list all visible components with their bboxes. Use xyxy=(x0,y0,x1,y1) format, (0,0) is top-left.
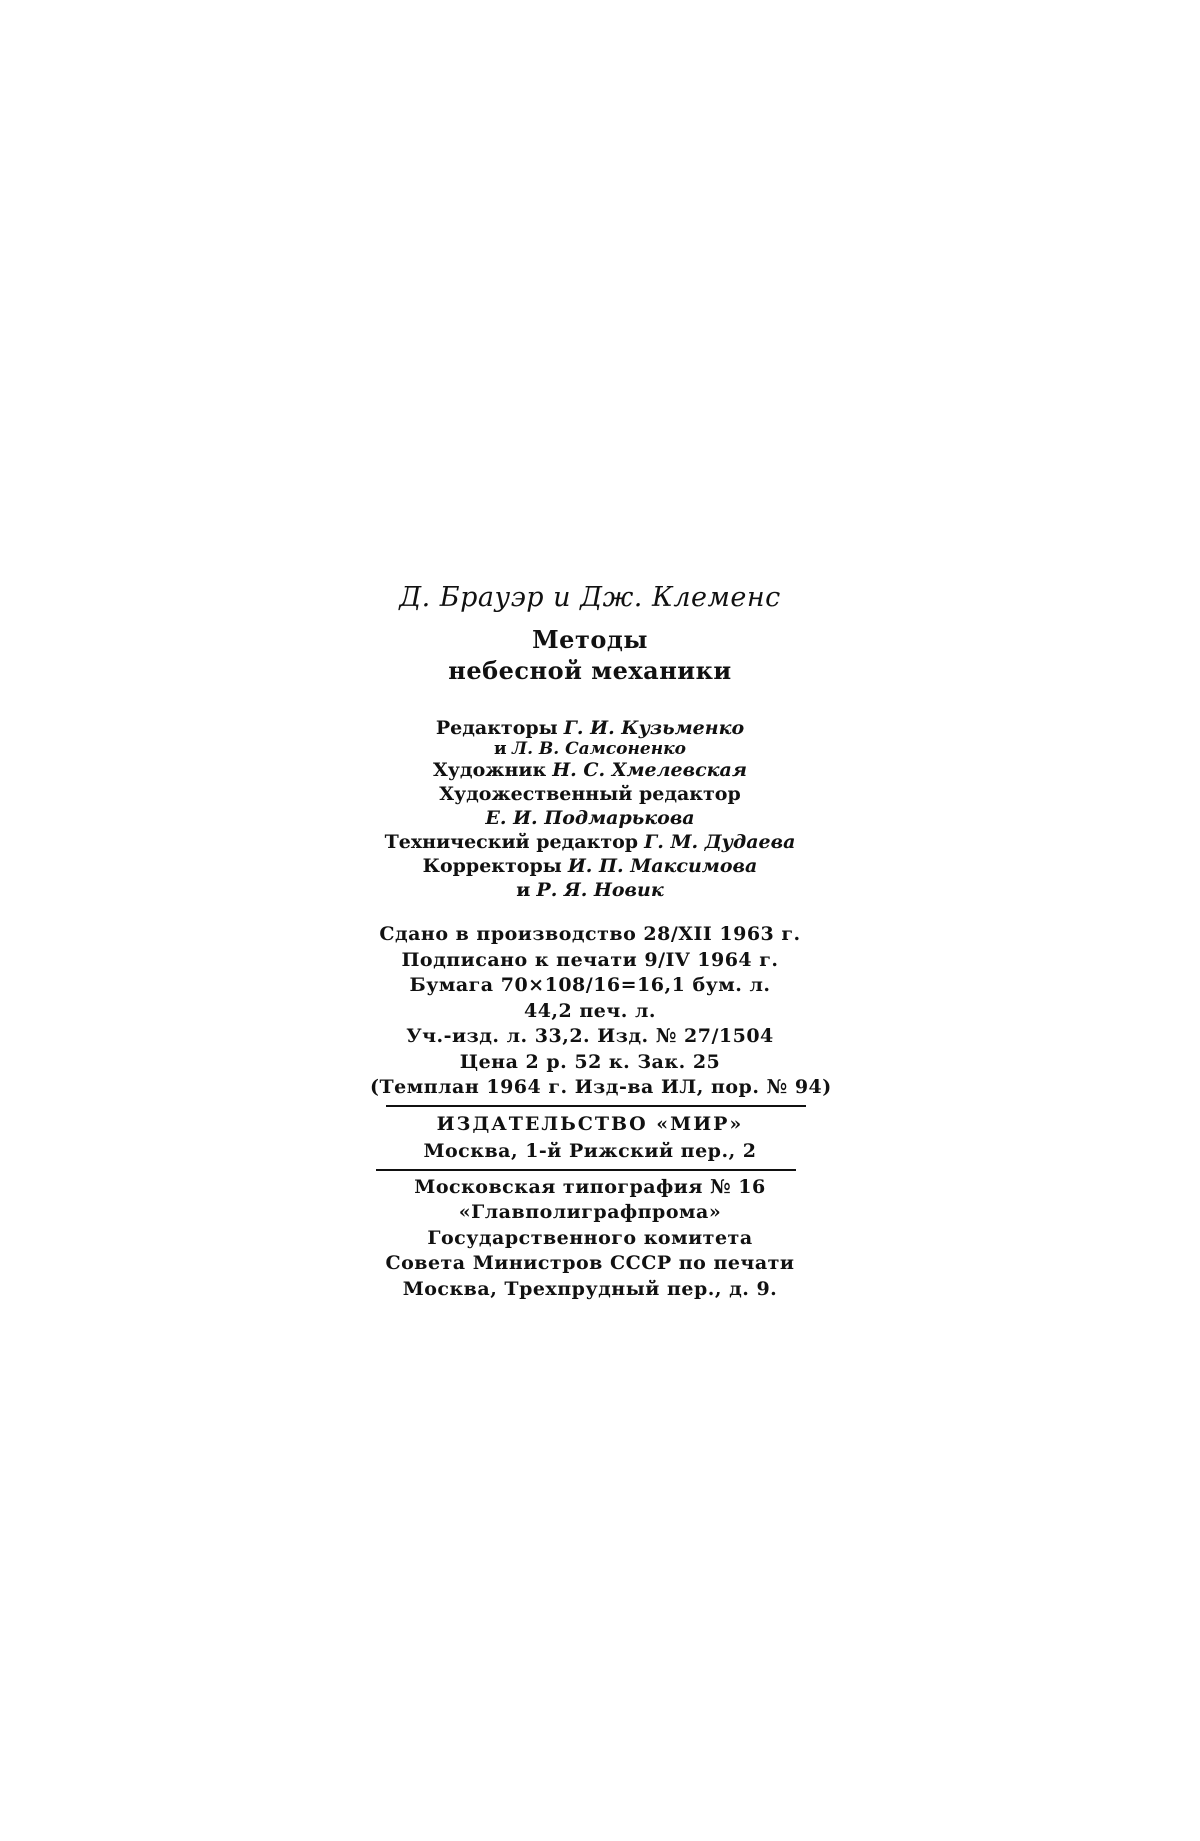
credit-person: Л. В. Самсоненко xyxy=(512,739,686,759)
credit-prefix: и xyxy=(494,739,507,759)
print-data-line: Бумага 70×108/16=16,1 бум. л. xyxy=(409,974,771,996)
printer-line: Москва, Трехпрудный пер., д. 9. xyxy=(402,1277,778,1300)
printer-line: Государственного комитета xyxy=(427,1226,753,1249)
print-data-block xyxy=(370,922,832,1101)
print-data-line: Цена 2 р. 52 к. Зак. 25 xyxy=(459,1050,721,1073)
publisher-block xyxy=(370,1111,810,1165)
printer-line: Московская типография № 16 xyxy=(414,1175,766,1198)
print-data-line: (Темплан 1964 г. Изд-ва ИЛ, пор. № 94) xyxy=(370,1076,832,1098)
credits-block xyxy=(370,716,810,902)
book-title xyxy=(370,624,810,686)
colophon xyxy=(370,580,832,1302)
print-data-line: Сдано в производство 28/XII 1963 г. xyxy=(379,923,801,945)
publisher-name: ИЗДАТЕЛЬСТВО «МИР» xyxy=(436,1112,744,1135)
printer-block xyxy=(370,1175,810,1303)
divider-rule xyxy=(376,1169,796,1171)
book-title-line: Методы xyxy=(532,625,648,654)
publisher-address: Москва, 1-й Рижский пер., 2 xyxy=(423,1139,757,1162)
credit-tech-editor xyxy=(370,830,810,854)
credit-person: Н. С. Хмелевская xyxy=(552,759,747,781)
credit-role: Художественный редактор xyxy=(439,783,741,805)
credit-person: Р. Я. Новик xyxy=(536,879,664,901)
credit-role: Редакторы xyxy=(435,717,558,739)
credit-person: Г. М. Дудаева xyxy=(644,831,796,853)
divider-rule xyxy=(386,1105,806,1107)
credit-editors xyxy=(370,716,810,740)
credit-person: Г. И. Кузьменко xyxy=(563,717,745,739)
credit-role: Корректоры xyxy=(422,855,562,877)
credit-role: Художник xyxy=(433,759,547,781)
print-data-line: Уч.-изд. л. 33,2. Изд. № 27/1504 xyxy=(406,1025,774,1047)
book-title-line: небесной механики xyxy=(448,656,732,685)
print-data-line: Подписано к печати 9/IV 1964 г. xyxy=(401,948,779,971)
print-data-line: 44,2 печ. л. xyxy=(523,999,657,1022)
printer-line: Совета Министров СССР по печати xyxy=(385,1252,795,1274)
credit-art-editor xyxy=(370,806,810,830)
credit-person: И. П. Максимова xyxy=(567,855,758,877)
credit-proofreaders-second xyxy=(370,878,810,902)
credit-artist xyxy=(370,758,810,782)
credit-prefix: и xyxy=(516,879,531,901)
credit-person: Е. И. Подмарькова xyxy=(485,807,695,829)
credit-art-editor-role xyxy=(370,782,810,806)
credit-editors-second xyxy=(370,740,810,758)
printer-line: «Главполиграфпрома» xyxy=(458,1201,722,1223)
book-authors: Д. Брауэр и Дж. Клеменс xyxy=(399,582,781,613)
credit-role: Технический редактор xyxy=(384,831,639,853)
credit-proofreaders xyxy=(370,854,810,878)
